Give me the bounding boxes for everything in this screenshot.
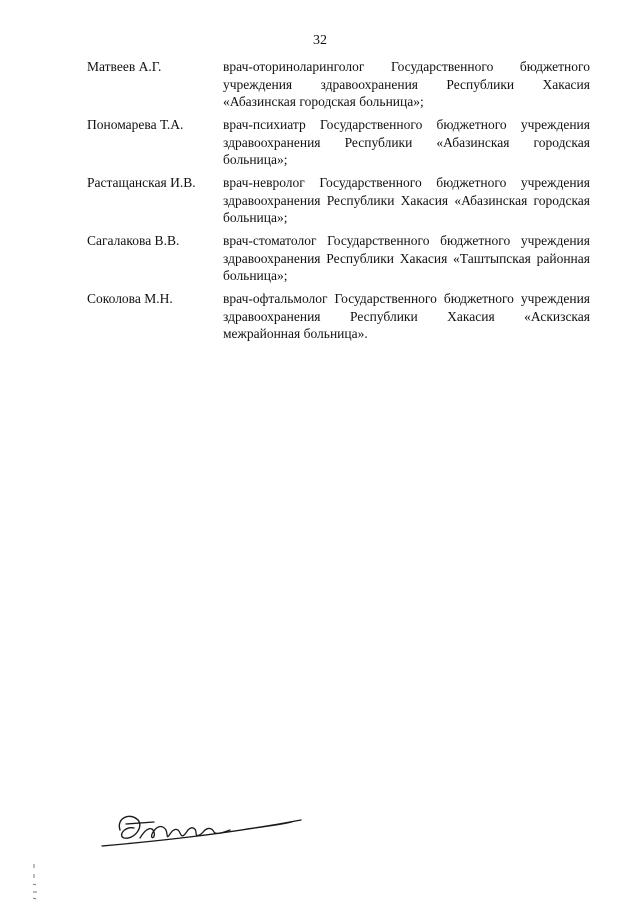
member-name: Пономарева Т.А. <box>87 117 184 132</box>
handwritten-signature <box>96 800 306 860</box>
list-item <box>0 58 640 116</box>
list-item <box>0 116 640 174</box>
member-list <box>0 58 640 348</box>
list-item <box>0 174 640 232</box>
member-name: Сагалакова В.В. <box>87 233 180 248</box>
member-position: врач-невролог Государственного бюджетного учреждения здравоохранения Республики Хакасия «Абазинская городская больница»; <box>223 175 590 225</box>
member-position: врач-офтальмолог Государственного бюджетного учреждения здравоохранения Республики Хакасия «Аскизская межрайонная больница». <box>223 291 590 341</box>
margin-marks <box>30 862 42 902</box>
list-item <box>0 290 640 348</box>
member-name: Растащанская И.В. <box>87 175 196 190</box>
member-position: врач-оториноларинголог Государственного бюджетного учреждения здравоохранения Республики Хакасия «Абазинская городская больница»; <box>223 59 590 109</box>
page-number: 32 <box>313 33 327 48</box>
member-name: Матвеев А.Г. <box>87 59 162 74</box>
member-position: врач-стоматолог Государственного бюджетного учреждения здравоохранения Республики Хакасия «Таштыпская районная больница»; <box>223 233 590 283</box>
member-name: Соколова М.Н. <box>87 291 173 306</box>
member-position: врач-психиатр Государственного бюджетного учреждения здравоохранения Республики «Абазинская городская больница»; <box>223 117 590 167</box>
list-item <box>0 232 640 290</box>
